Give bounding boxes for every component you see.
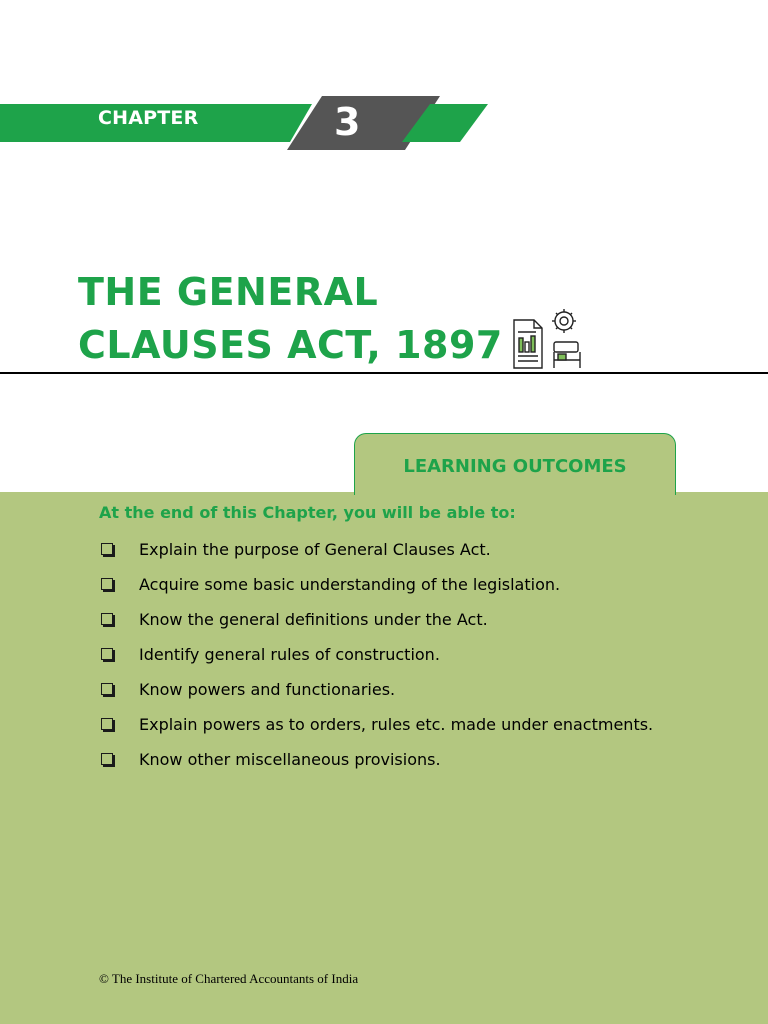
list-item [99,537,671,563]
list-item [99,712,671,738]
document-chart-icon [510,308,586,372]
document-chart-icon [514,320,542,368]
outcome-text: Identify general rules of construction. [139,645,440,664]
gear-icon [552,309,576,333]
outcome-text: Know other miscellaneous provisions. [139,750,441,769]
title-divider [0,372,768,374]
title-line-1: THE GENERAL [78,270,379,314]
outcome-text: Know the general definitions under the Act. [139,610,488,629]
list-item [99,642,671,668]
list-item [99,747,671,773]
outcomes-list [99,537,671,782]
bed-icon [554,342,580,368]
chapter-title [78,266,503,372]
list-item [99,607,671,633]
chapter-number: 3 [334,100,361,144]
checkbox-bullet-icon [101,613,113,625]
learning-outcomes-tab [354,433,676,495]
outcome-text: Explain the purpose of General Clauses Act. [139,540,491,559]
checkbox-bullet-icon [101,683,113,695]
outcome-text: Acquire some basic understanding of the legislation. [139,575,561,594]
copyright-footer: © The Institute of Chartered Accountants of India [99,971,359,986]
outcome-text: Know powers and functionaries. [139,680,396,699]
chapter-label: CHAPTER [98,107,199,129]
outcomes-intro: At the end of this Chapter, you will be able to: [99,503,516,522]
learning-outcomes-heading: LEARNING OUTCOMES [403,456,627,477]
outcome-text: Explain powers as to orders, rules etc. made under enactments. [139,715,654,734]
list-item [99,572,671,598]
checkbox-bullet-icon [101,578,113,590]
checkbox-bullet-icon [101,543,113,555]
checkbox-bullet-icon [101,718,113,730]
checkbox-bullet-icon [101,648,113,660]
chapter-banner [0,96,500,152]
list-item [99,677,671,703]
checkbox-bullet-icon [101,753,113,765]
title-line-2: CLAUSES ACT, 1897 [78,323,503,367]
